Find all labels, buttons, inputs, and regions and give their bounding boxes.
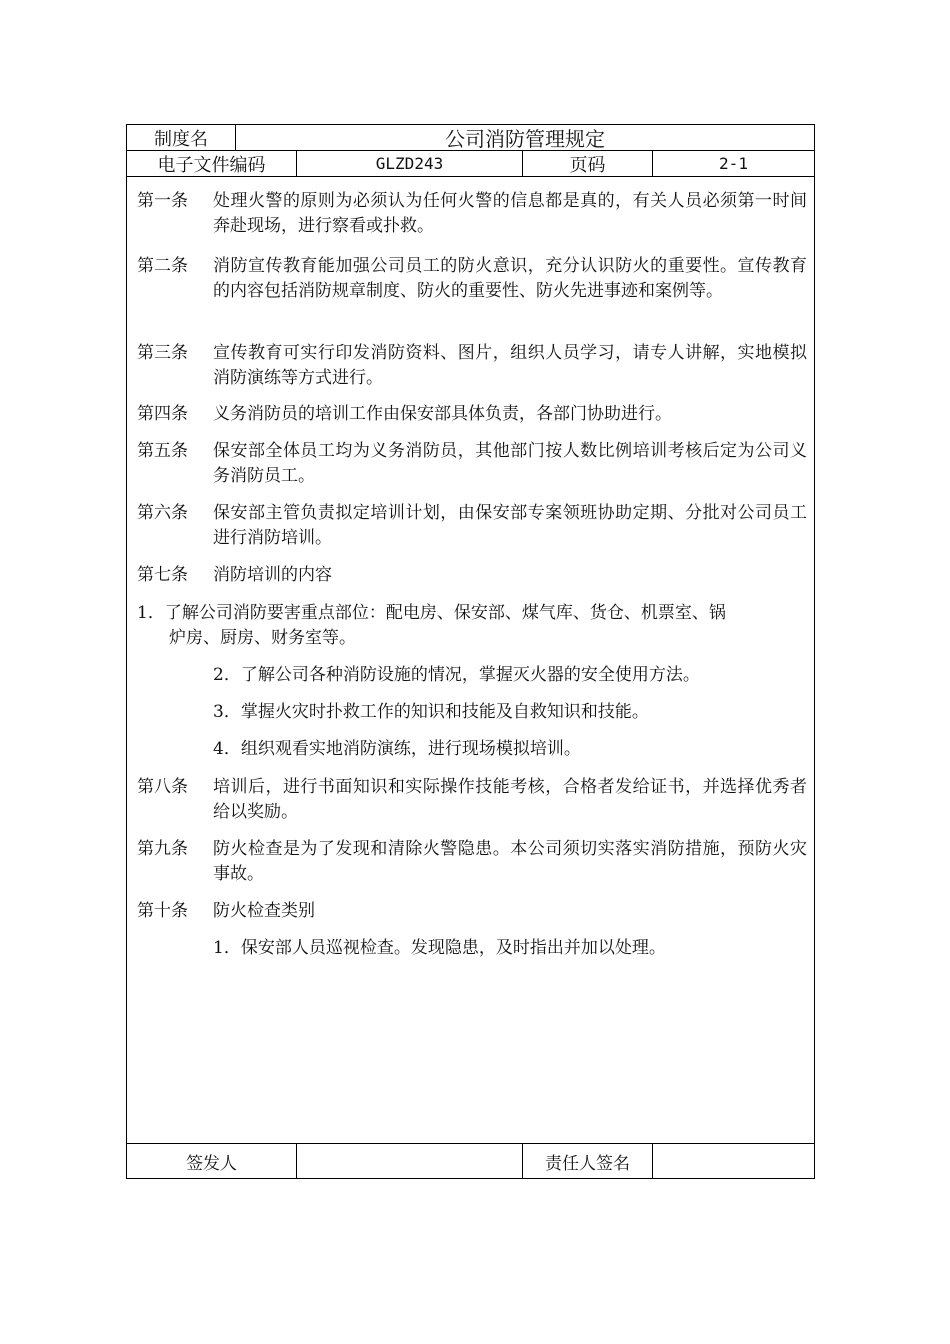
training-item-1-line-1: 1．了解公司消防要害重点部位：配电房、保安部、煤气库、货仓、机票室、锅 bbox=[137, 603, 726, 623]
article-number: 第八条 bbox=[137, 777, 188, 797]
name-label: 制度名 bbox=[154, 128, 208, 150]
article-text: 保安部主管负责拟定培训计划，由保安部专案领班协助定期、分批对公司员工进行消防培训。 bbox=[213, 503, 807, 548]
responsible-label: 责任人签名 bbox=[522, 1144, 652, 1178]
regulation-document bbox=[126, 124, 815, 1179]
article-number: 第二条 bbox=[137, 256, 188, 276]
training-item-2: 2．了解公司各种消防设施的情况，掌握灭火器的安全使用方法。 bbox=[213, 665, 700, 685]
issuer-label: 签发人 bbox=[186, 1153, 237, 1174]
article-number: 第十条 bbox=[137, 901, 188, 921]
article-text: 防火检查类别 bbox=[213, 901, 315, 921]
document-title: 公司消防管理规定 bbox=[235, 125, 814, 150]
article-text: 消防宣传教育能加强公司员工的防火意识，充分认识防火的重要性。宣传教育的内容包括消防规章制度、防火的重要性、防火先进事迹和案例等。 bbox=[213, 256, 807, 301]
code-label: 电子文件编码 bbox=[157, 154, 266, 176]
article-text: 宣传教育可实行印发消防资料、图片，组织人员学习，请专人讲解，实地模拟消防演练等方式进行。 bbox=[213, 343, 807, 388]
code-row bbox=[127, 151, 814, 177]
title-row bbox=[127, 125, 814, 151]
signature-row bbox=[127, 1143, 814, 1178]
inspection-item-1: 1．保安部人员巡视检查。发现隐患，及时指出并加以处理。 bbox=[213, 938, 666, 958]
page-value: 2-1 bbox=[652, 151, 814, 176]
responsible-signature-field[interactable] bbox=[652, 1144, 814, 1178]
article-number: 第一条 bbox=[137, 191, 188, 211]
article-number: 第七条 bbox=[137, 565, 188, 585]
article-text: 处理火警的原则为必须认为任何火警的信息都是真的，有关人员必须第一时间奔赴现场，进行察看或扑救。 bbox=[213, 191, 807, 236]
training-item-3: 3．掌握火灾时扑救工作的知识和技能及自救知识和技能。 bbox=[213, 702, 649, 722]
article-number: 第六条 bbox=[137, 503, 188, 523]
article-number: 第九条 bbox=[137, 839, 188, 859]
training-item-1-line-2: 炉房、厨房、财务室等。 bbox=[169, 628, 356, 648]
training-item-4: 4．组织观看实地消防演练，进行现场模拟培训。 bbox=[213, 739, 581, 759]
article-number: 第四条 bbox=[137, 404, 188, 424]
document-body bbox=[127, 177, 814, 1143]
article-text: 培训后，进行书面知识和实际操作技能考核，合格者发给证书，并选择优秀者给以奖励。 bbox=[213, 777, 807, 822]
article-text: 义务消防员的培训工作由保安部具体负责，各部门协助进行。 bbox=[213, 404, 672, 424]
article-text: 保安部全体员工均为义务消防员，其他部门按人数比例培训考核后定为公司义务消防员工。 bbox=[213, 441, 807, 486]
page-label: 页码 bbox=[522, 151, 652, 176]
article-number: 第三条 bbox=[137, 343, 188, 363]
article-text: 防火检查是为了发现和清除火警隐患。本公司须切实落实消防措施，预防火灾事故。 bbox=[213, 839, 807, 884]
code-value: GLZD243 bbox=[296, 151, 522, 176]
article-number: 第五条 bbox=[137, 441, 188, 461]
article-text: 消防培训的内容 bbox=[213, 565, 332, 585]
issuer-field[interactable] bbox=[296, 1144, 522, 1178]
